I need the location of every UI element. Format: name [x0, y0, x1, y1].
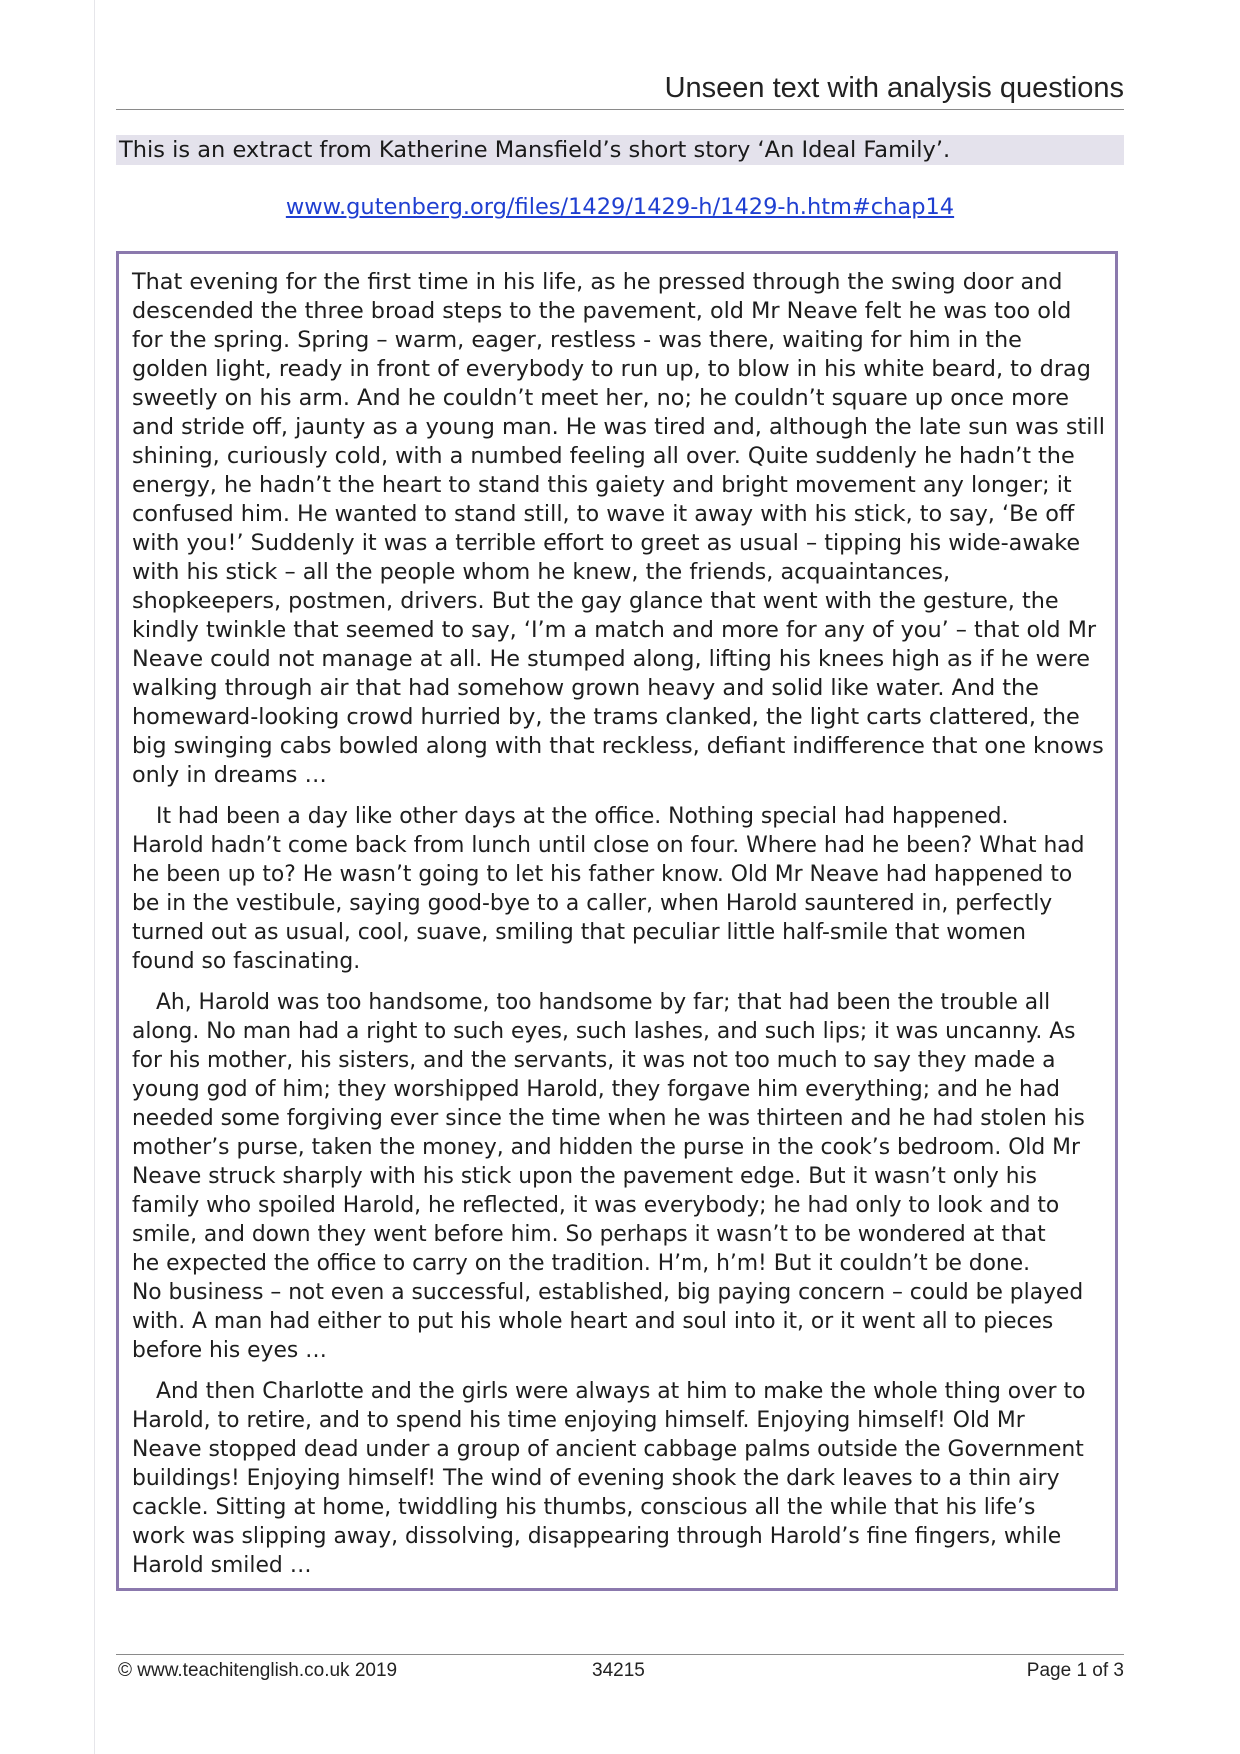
text-line: with you!’ Suddenly it was a terrible effort to greet as usual – tipping his wide-awake: [132, 530, 1081, 556]
text-line: energy, he hadn’t the heart to stand this gaiety and bright movement any longer; it: [132, 472, 1072, 498]
text-line: for the spring. Spring – warm, eager, restless - was there, waiting for him in the: [132, 327, 1022, 353]
text-line: Harold smiled …: [132, 1553, 312, 1578]
text-line: golden light, ready in front of everybody to run up, to blow in his white beard, to drag: [132, 356, 1091, 382]
footer-page-number: Page 1 of 3: [1026, 1660, 1124, 1681]
text-line: before his eyes …: [132, 1338, 327, 1363]
page-edge: [94, 0, 95, 1754]
text-line: Neave stopped dead under a group of ancient cabbage palms outside the Government: [132, 1437, 1084, 1462]
text-line: he expected the office to carry on the tradition. H’m, h’m! But it couldn’t be done.: [132, 1251, 1031, 1276]
header-divider: [116, 109, 1124, 110]
text-line: along. No man had a right to such eyes, such lashes, and such lips; it was uncanny. As: [132, 1019, 1076, 1044]
text-line: found so fascinating.: [132, 949, 361, 974]
source-link[interactable]: www.gutenberg.org/files/1429/1429-h/1429-h.htm#chap14: [285, 194, 955, 220]
extract-paragraph-4: [132, 1377, 1115, 1580]
text-line: young god of him; they worshipped Harold, they forgave him everything; and he had: [132, 1077, 1060, 1102]
text-line: And then Charlotte and the girls were always at him to make the whole thing over to: [156, 1379, 1086, 1404]
text-line: big swinging cabs bowled along with that reckless, defiant indifference that one knows: [132, 733, 1104, 759]
text-line: descended the three broad steps to the pavement, old Mr Neave felt he was too old: [132, 298, 1072, 324]
text-line: only in dreams …: [132, 762, 327, 788]
text-line: with. A man had either to put his whole heart and soul into it, or it went all to pieces: [132, 1309, 1054, 1334]
text-line: and stride off, jaunty as a young man. He was tired and, although the late sun was still: [132, 414, 1105, 440]
text-line: sweetly on his arm. And he couldn’t meet her, no; he couldn’t square up once more: [132, 385, 1069, 411]
text-line: smile, and down they went before him. So perhaps it wasn’t to be wondered at that: [132, 1222, 1046, 1247]
text-line: Neave struck sharply with his stick upon the pavement edge. But it wasn’t only his: [132, 1164, 1037, 1189]
text-line: turned out as usual, cool, suave, smiling that peculiar little half-smile that women: [132, 920, 1026, 945]
text-line: work was slipping away, dissolving, disappearing through Harold’s fine fingers, while: [132, 1524, 1062, 1549]
text-line: shining, curiously cold, with a numbed feeling all over. Quite suddenly he hadn’t the: [132, 443, 1075, 469]
text-line: No business – not even a successful, established, big paying concern – could be played: [132, 1280, 1084, 1305]
text-line: Harold, to retire, and to spend his time enjoying himself. Enjoying himself! Old Mr: [132, 1408, 1025, 1433]
text-line: That evening for the first time in his life, as he pressed through the swing door and: [132, 269, 1063, 295]
text-line: confused him. He wanted to stand still, to wave it away with his stick, to say, ‘Be off: [132, 501, 1075, 527]
footer-divider: [116, 1654, 1124, 1655]
extract-paragraph-3: [132, 988, 1115, 1365]
text-line: mother’s purse, taken the money, and hidden the purse in the cook’s bedroom. Old Mr: [132, 1135, 1080, 1160]
text-line: Ah, Harold was too handsome, too handsome by far; that had been the trouble all: [156, 990, 1051, 1015]
text-line: family who spoiled Harold, he reflected, it was everybody; he had only to look and to: [132, 1193, 1060, 1218]
text-line: for his mother, his sisters, and the servants, it was not too much to say they made a: [132, 1048, 1056, 1073]
text-line: cackle. Sitting at home, twiddling his thumbs, conscious all the while that his life’s: [132, 1495, 1036, 1520]
footer-resource-id: 34215: [592, 1660, 645, 1681]
footer-copyright: © www.teachitenglish.co.uk 2019: [118, 1660, 398, 1681]
text-line: Neave could not manage at all. He stumped along, lifting his knees high as if he were: [132, 646, 1091, 672]
text-line: with his stick – all the people whom he knew, the friends, acquaintances,: [132, 559, 951, 585]
text-line: needed some forgiving ever since the time when he was thirteen and he had stolen his: [132, 1106, 1085, 1131]
text-line: he been up to? He wasn’t going to let his father know. Old Mr Neave had happened to: [132, 862, 1073, 887]
text-line: Harold hadn’t come back from lunch until close on four. Where had he been? What had: [132, 833, 1085, 858]
text-line: It had been a day like other days at the office. Nothing special had happened.: [156, 804, 1009, 829]
text-line: shopkeepers, postmen, drivers. But the gay glance that went with the gesture, the: [132, 588, 1059, 614]
text-line: homeward-looking crowd hurried by, the trams clanked, the light carts clattered, the: [132, 704, 1080, 730]
text-line: be in the vestibule, saying good-bye to a caller, when Harold sauntered in, perfectly: [132, 891, 1053, 916]
extract-paragraph-1: [132, 268, 1115, 790]
text-line: buildings! Enjoying himself! The wind of evening shook the dark leaves to a thin airy: [132, 1466, 1060, 1491]
text-line: walking through air that had somehow grown heavy and solid like water. And the: [132, 675, 1039, 701]
page-title: Unseen text with analysis questions: [664, 72, 1124, 104]
intro-text: This is an extract from Katherine Mansfield’s short story ‘An Ideal Family’.: [119, 137, 951, 163]
text-line: kindly twinkle that seemed to say, ‘I’m a match and more for any of you’ – that old Mr: [132, 617, 1097, 643]
extract-paragraph-2: [132, 802, 1115, 976]
extract-box: [116, 251, 1118, 1591]
